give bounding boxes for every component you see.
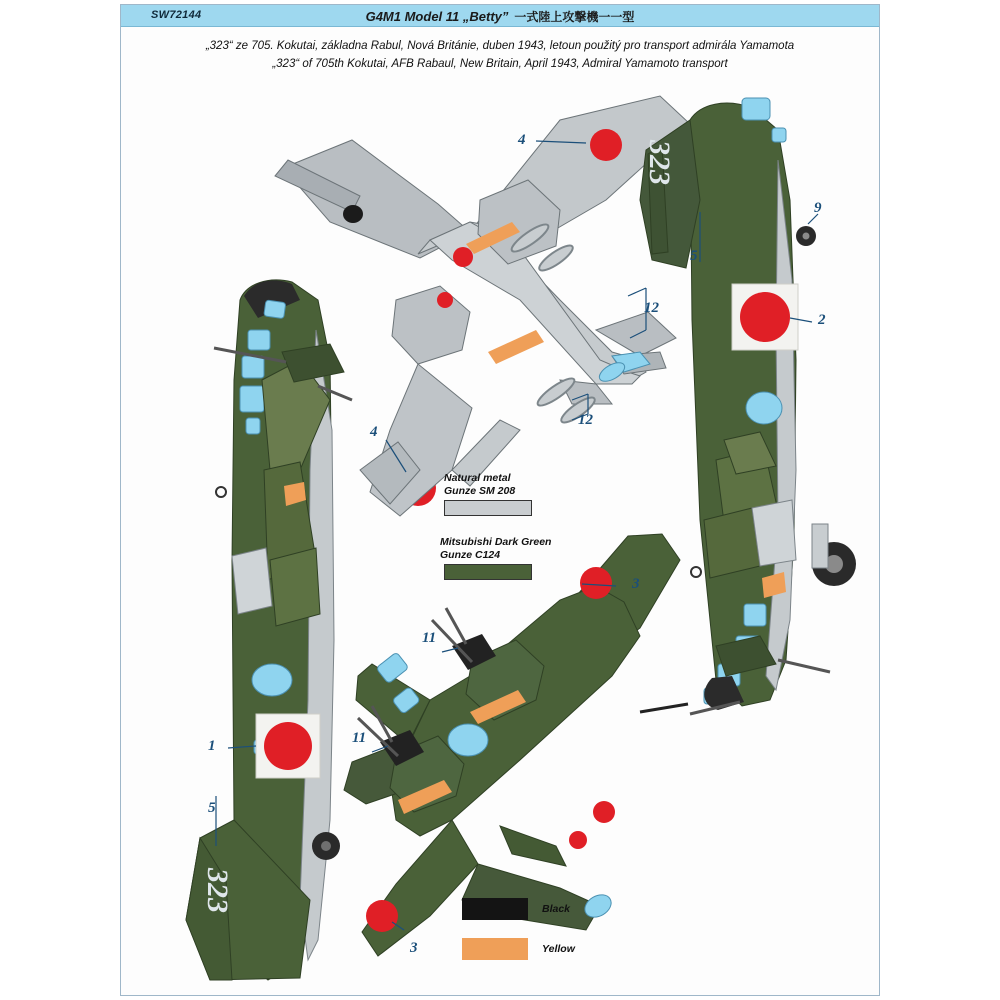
swatch-yellow	[462, 938, 528, 960]
tail-code-left: 323	[201, 868, 234, 913]
callout-11-lower: 11	[352, 730, 367, 746]
color-key-yellow-name: Yellow	[542, 943, 575, 955]
callout-4-top: 4	[518, 132, 526, 148]
view-top-green	[344, 534, 680, 956]
color-key-green-name: Mitsubishi Dark Green	[440, 536, 552, 548]
color-key-black-name: Black	[542, 903, 571, 915]
swatch-black	[462, 898, 528, 920]
tail-code-right: 323	[643, 140, 676, 185]
callout-2: 2	[818, 312, 826, 328]
callout-12-upper: 12	[644, 300, 659, 316]
kit-code: SW72144	[151, 9, 202, 21]
swatch-natural-metal	[444, 500, 532, 516]
caption-english: „323“ of 705th Kokutai, AFB Rabaul, New Britain, April 1943, Admiral Yamamoto transport	[272, 58, 728, 70]
page-title-japanese: 一式陸上攻撃機一一型	[514, 10, 635, 24]
callout-3-lower: 3	[410, 940, 418, 956]
callout-5-right: 5	[690, 248, 698, 264]
color-key-metal	[444, 472, 515, 498]
callout-1: 1	[208, 738, 216, 754]
callout-5-left: 5	[208, 800, 216, 816]
page-title-text: G4M1 Model 11 „Betty”	[365, 9, 509, 24]
callout-3-upper: 3	[632, 576, 640, 592]
color-key-green-paint: Gunze C124	[440, 549, 501, 561]
callout-11-upper: 11	[422, 630, 437, 646]
color-key-metal-paint: Gunze SM 208	[444, 485, 516, 497]
callout-4-left: 4	[370, 424, 378, 440]
color-key-green	[440, 536, 551, 562]
color-key-metal-name: Natural metal	[444, 472, 511, 484]
callout-9: 9	[814, 200, 822, 216]
callout-12-lower: 12	[578, 412, 593, 428]
view-side-right	[640, 98, 856, 714]
color-key-yellow	[542, 943, 575, 956]
color-key-black	[542, 903, 570, 916]
caption-czech: „323“ ze 705. Kokutai, základna Rabul, Nová Británie, duben 1943, letoun použitý pro transport admirála Yamamota	[205, 40, 795, 52]
swatch-dark-green	[444, 564, 532, 580]
